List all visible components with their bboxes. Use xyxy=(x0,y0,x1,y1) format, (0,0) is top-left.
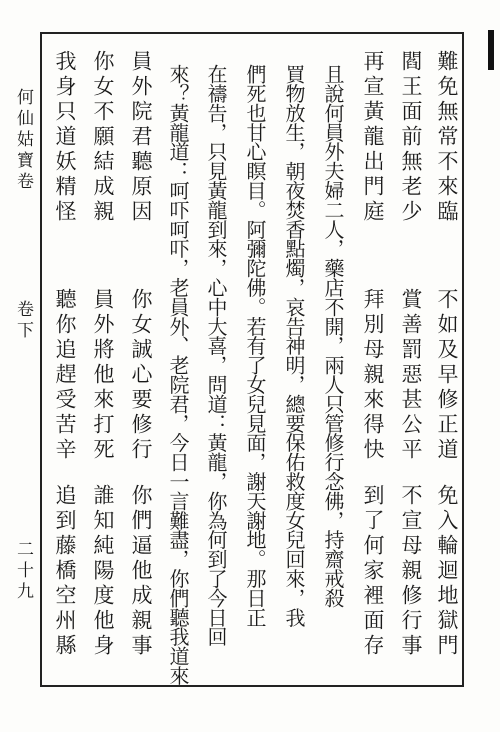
text-column: 且說何員外夫婦二人，藥店不開，兩人只管修行念佛，持齋戒殺 xyxy=(321,64,345,608)
verse-line: 員外將他來打死 xyxy=(91,288,115,463)
verse-line: 到了何家裡面存 xyxy=(361,484,385,659)
page-edge-mark xyxy=(488,30,494,70)
verse-line: 你女誠心要修行 xyxy=(129,288,153,463)
text-column: 買物放生，朝夜焚香點燭，哀告神明，總要保佑救度女兒回來，我 xyxy=(282,64,306,627)
verse-line: 你女不願結成親 xyxy=(91,50,115,225)
verse-line: 免入輪迴地獄門 xyxy=(435,484,459,659)
verse-line: 員外院君聽原因 xyxy=(129,50,153,225)
verse-line: 你們逼他成親事 xyxy=(129,484,153,659)
book-title: 何仙姑寶卷 xyxy=(13,88,33,193)
verse-line: 聽你追趕受苦辛 xyxy=(53,288,77,463)
verse-line: 我身只道妖精怪 xyxy=(53,50,77,225)
page-number: 二十九 xyxy=(13,540,33,603)
verse-line: 不如及早修正道 xyxy=(435,288,459,463)
verse-line: 賞善罰惡甚公平 xyxy=(399,288,423,463)
verse-line: 不宣母親修行事 xyxy=(399,484,423,659)
verse-line: 拜別母親來得快 xyxy=(361,288,385,463)
text-column: 來？黃龍道：呵吓呵吓，老員外、老院君，今日一言難盡，你們聽我道來 xyxy=(166,64,190,685)
verse-line: 閻王面前無老少 xyxy=(399,50,423,225)
text-column: 在禱告，只見黃龍到來，心中大喜，問道：黃龍，你為何到了今日回 xyxy=(204,64,228,647)
verse-line: 誰知純陽度他身 xyxy=(91,484,115,659)
volume-label: 卷下 xyxy=(13,300,33,342)
verse-line: 難免無常不來臨 xyxy=(435,50,459,225)
text-column: 們死也甘心瞑目。阿彌陀佛。若有了女兒見面，謝天謝地。那日正 xyxy=(243,64,267,627)
verse-line: 追到藤橋空州縣 xyxy=(53,484,77,659)
verse-line: 再宣黃龍出門庭 xyxy=(361,50,385,225)
